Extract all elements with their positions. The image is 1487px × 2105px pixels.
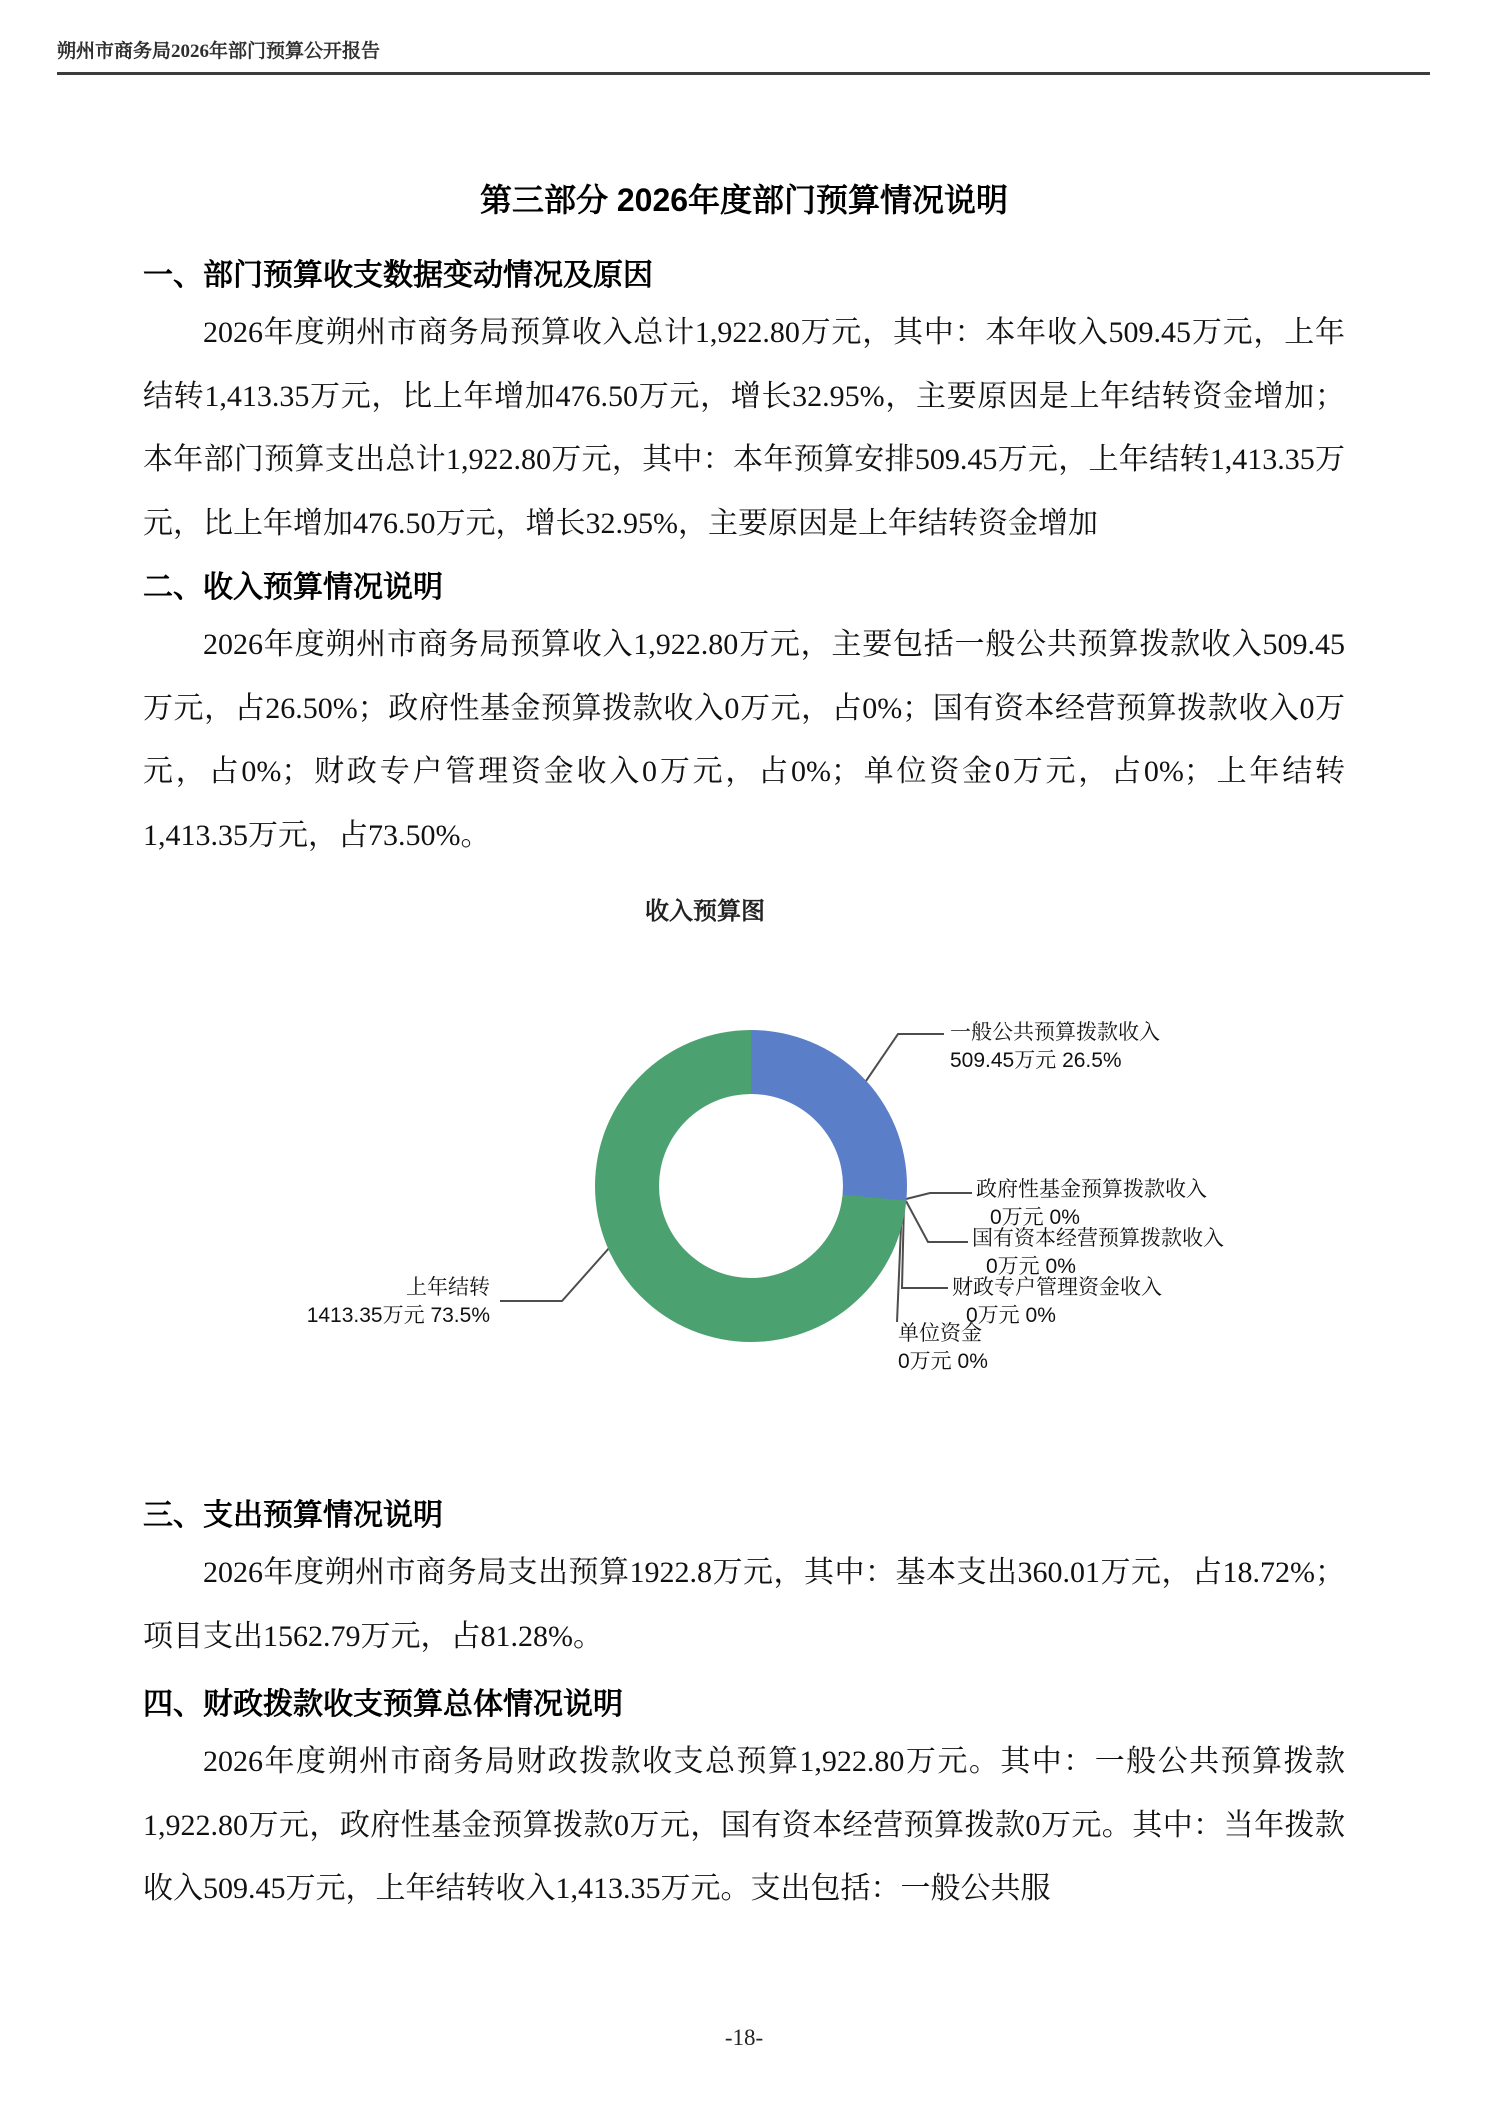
section-2-paragraph: 2026年度朔州市商务局预算收入1,922.80万元，主要包括一般公共预算拨款收入509.45万元，占26.50%；政府性基金预算拨款收入0万元，占0%；国有资本经营预算拨款收入0万元，占0%；财政专户管理资金收入0万元，占0%；单位资金0万元，占0%；上年结转1,413.35万元，占73.50%。 xyxy=(143,628,1345,852)
chart-label-value: 0万元 0% xyxy=(990,1206,1080,1229)
donut-chart xyxy=(595,1030,907,1342)
doc-title: 第三部分 2026年度部门预算情况说明 xyxy=(479,182,1009,218)
chart-label-state-capital-income xyxy=(972,1225,1224,1281)
page-footer xyxy=(143,2025,1345,2051)
chart-label-value: 1413.35万元 73.5% xyxy=(306,1304,490,1327)
section-3-paragraph: 2026年度朔州市商务局支出预算1922.8万元，其中：基本支出360.01万元，占18.72%；项目支出1562.79万元，占81.28%。 xyxy=(143,1556,1345,1653)
page-number: -18- xyxy=(724,2025,764,2050)
chart-label-name: 政府性基金预算拨款收入 xyxy=(976,1178,1207,1201)
chart-label-carryover xyxy=(250,1274,490,1330)
page-header xyxy=(57,36,1430,75)
donut-hole xyxy=(659,1094,843,1278)
chart-label-name: 上年结转 xyxy=(406,1276,490,1299)
section-4-heading: 四、财政拨款收支预算总体情况说明 xyxy=(143,1688,623,1721)
section-1-paragraph: 2026年度朔州市商务局预算收入总计1,922.80万元，其中：本年收入509.45万元，上年结转1,413.35万元，比上年增加476.50万元，增长32.95%，主要原因是上年结转资金增加；本年部门预算支出总计1,922.80万元，其中：本年预算安排509.45万元，上年结转1,413.35万元，比上年增加476.50万元，增长32.95%，主要原因是上年结转资金增加 xyxy=(143,316,1345,540)
chart-label-value: 509.45万元 26.5% xyxy=(950,1049,1122,1072)
income-budget-chart xyxy=(0,867,1487,1467)
header-title: 朔州市商务局2026年部门预算公开报告 xyxy=(57,41,381,62)
chart-label-value: 0万元 0% xyxy=(966,1304,1056,1327)
chart-label-general-public-budget-income xyxy=(950,1019,1160,1075)
section-3-heading: 三、支出预算情况说明 xyxy=(143,1499,443,1532)
chart-label-name: 财政专户管理资金收入 xyxy=(952,1276,1162,1299)
chart-label-value: 0万元 0% xyxy=(898,1350,988,1373)
chart-label-value: 0万元 0% xyxy=(986,1255,1076,1278)
chart-label-unit-funds xyxy=(898,1320,988,1376)
chart-label-gov-fund-income xyxy=(976,1176,1207,1232)
section-1-heading: 一、部门预算收支数据变动情况及原因 xyxy=(143,259,653,292)
chart-label-name: 单位资金 xyxy=(898,1322,982,1345)
chart-title: 收入预算图 xyxy=(645,898,765,925)
chart-label-name: 国有资本经营预算拨款收入 xyxy=(972,1227,1224,1250)
section-4-paragraph: 2026年度朔州市商务局财政拨款收支总预算1,922.80万元。其中：一般公共预算拨款1,922.80万元，政府性基金预算拨款0万元，国有资本经营预算拨款0万元。其中：当年拨款收入509.45万元，上年结转收入1,413.35万元。支出包括：一般公共服 xyxy=(143,1745,1345,1905)
document-content xyxy=(143,178,1345,1921)
chart-label-name: 一般公共预算拨款收入 xyxy=(950,1021,1160,1044)
section-2-heading: 二、收入预算情况说明 xyxy=(143,571,443,604)
